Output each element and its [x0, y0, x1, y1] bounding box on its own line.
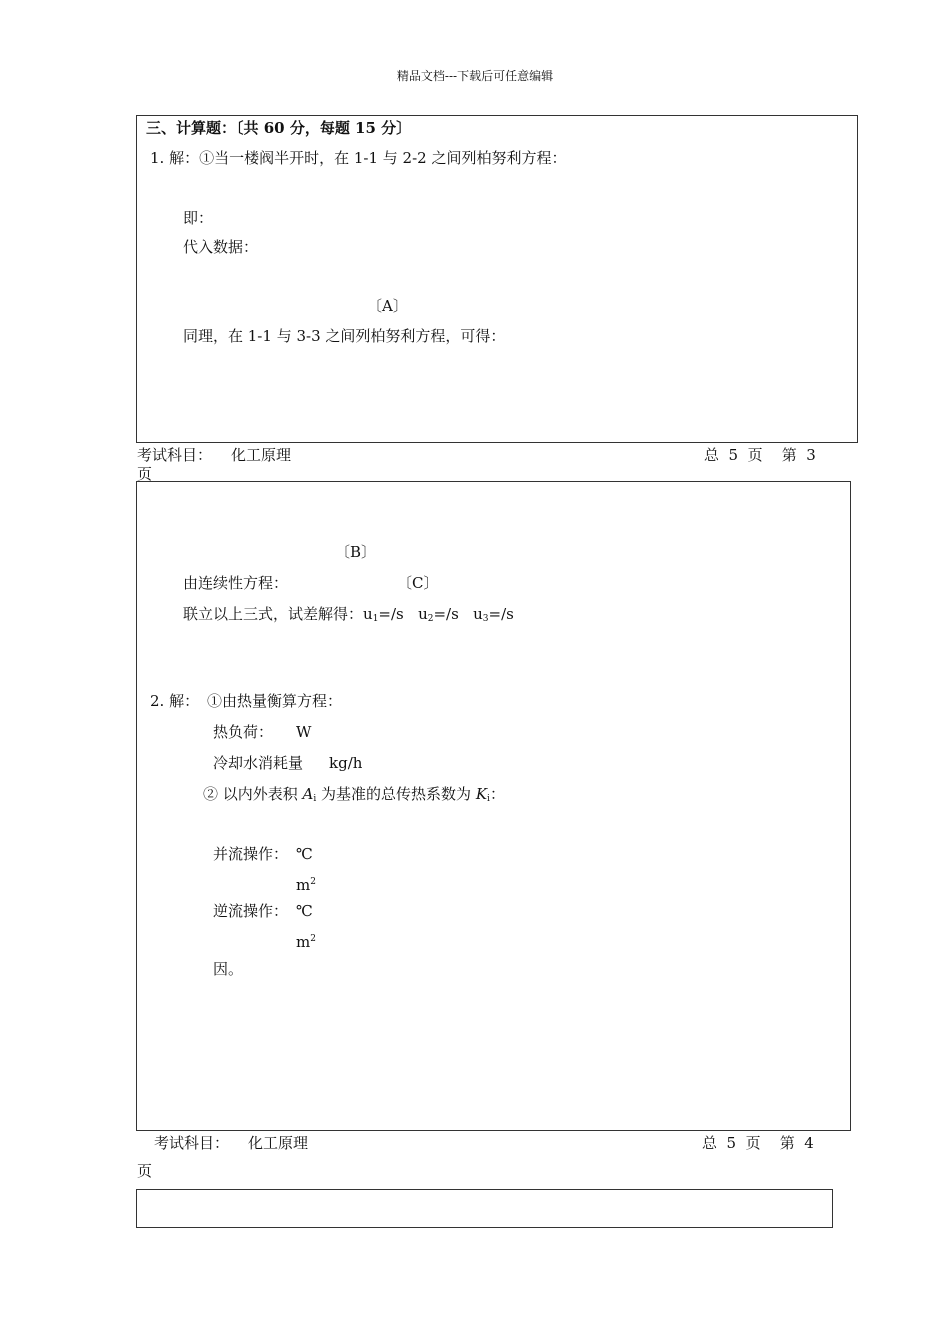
- q2-parallel-deg: ℃: [296, 845, 313, 863]
- q2-label: 2. 解：: [150, 692, 200, 710]
- equation-label-a: 〔A〕: [367, 297, 408, 315]
- q2-heat-load-label: 热负荷：: [213, 723, 274, 741]
- q2-water-label: 冷却水消耗量: [213, 754, 304, 772]
- q2-subscript-a: i: [313, 794, 317, 804]
- q2-step2: [203, 785, 505, 808]
- q1-ji: 即：: [183, 209, 214, 227]
- q2-step1: ①由热量衡算方程：: [207, 692, 343, 710]
- section-title: 三、计算题：〔共 60 分，每题 15 分〕: [146, 119, 412, 137]
- footer-p3-subject: 化工原理: [231, 446, 292, 464]
- q2-symbol-a: A: [302, 785, 314, 803]
- q2-parallel-area: [296, 873, 316, 894]
- q1-continuity: 由连续性方程：: [183, 574, 289, 592]
- area-unit: m: [296, 876, 311, 894]
- u1-subscript: 1: [372, 614, 379, 624]
- q2-symbol-k: K: [475, 785, 488, 803]
- u2-symbol: u: [418, 605, 428, 623]
- equation-label-b: 〔B〕: [335, 543, 377, 561]
- q2-counter-area: [296, 930, 316, 951]
- q2-counter-label: 逆流操作：: [213, 902, 289, 920]
- q1-intro: 1. 解：①当一楼阀半开时，在 1-1 与 2-2 之间列柏努利方程：: [150, 149, 567, 167]
- footer-p3-pages: 总 5 页 第 3: [704, 446, 816, 464]
- footer-p4-subject-label: 考试科目：: [154, 1134, 230, 1152]
- area-unit: m: [296, 933, 311, 951]
- q1-substitute: 代入数据：: [183, 238, 259, 256]
- q2-because: 因。: [213, 960, 244, 978]
- u2-value: =/s: [433, 605, 459, 623]
- q2-counter-deg: ℃: [296, 902, 313, 920]
- q2-step2-text-c: ：: [489, 785, 505, 803]
- u3-symbol: u: [473, 605, 483, 623]
- q1-similarly: 同理，在 1-1 与 3-3 之间列柏努利方程，可得：: [183, 327, 506, 345]
- footer-p4-pages: 总 5 页 第 4: [702, 1134, 814, 1152]
- answer-box-page5: [136, 1189, 833, 1228]
- area-exponent: 2: [310, 877, 316, 887]
- q2-parallel-label: 并流操作：: [213, 845, 289, 863]
- footer-p4-page-word: 页: [137, 1162, 153, 1180]
- area-exponent: 2: [310, 934, 316, 944]
- q2-water-unit: kg/h: [329, 754, 363, 772]
- q2-subscript-k: i: [487, 794, 490, 804]
- u3-value: =/s: [488, 605, 514, 623]
- q1-solution-line: [183, 605, 514, 628]
- q2-step2-text-b: 为基准的总传热系数为: [316, 785, 476, 803]
- header-watermark: 精品文档---下载后可任意编辑: [396, 69, 554, 83]
- u1-value: =/s: [378, 605, 404, 623]
- footer-p4-subject: 化工原理: [248, 1134, 309, 1152]
- q2-step2-text-a: ② 以内外表积: [203, 785, 303, 803]
- footer-p3-subject-label: 考试科目：: [137, 446, 213, 464]
- u2-subscript: 2: [427, 614, 434, 624]
- equation-label-c: 〔C〕: [397, 574, 439, 592]
- q2-heat-load-unit: W: [296, 723, 312, 741]
- footer-p3-page-word: 页: [137, 465, 153, 483]
- q1-solve-prefix: 联立以上三式，试差解得：: [183, 605, 364, 623]
- u1-symbol: u: [363, 605, 373, 623]
- u3-subscript: 3: [482, 614, 489, 624]
